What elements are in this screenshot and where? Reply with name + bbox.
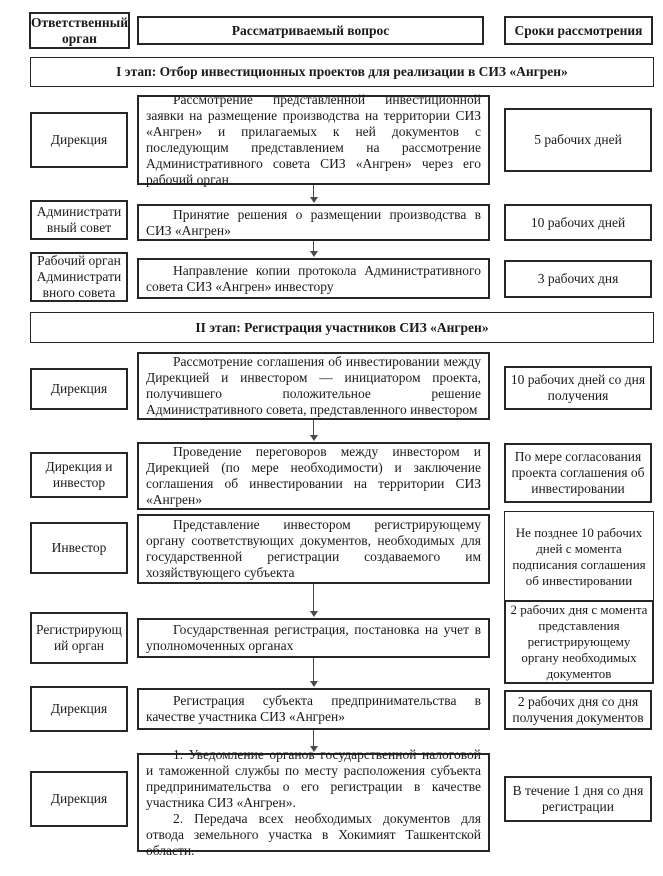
org-box-row3 xyxy=(30,252,128,302)
org-box-row9 xyxy=(30,771,128,827)
question-paragraph-2: 2. Передача всех необходимых документов для отвода земельного участка в Хокимият Ташкентской области. xyxy=(146,810,481,858)
question-text: Рассмотрение представленной инвестиционной заявки на размещение производства на территории СИЗ «Ангрен» и прилагаемых к ней документов с последующим представлением на рассмотрение Административного совета СИЗ «Ангрен» через его рабочий орган xyxy=(146,92,481,187)
org-label: Регистрирующий орган xyxy=(36,622,122,653)
stage-1-band: I этап: Отбор инвестиционных проектов для реализации в СИЗ «Ангрен» xyxy=(30,57,654,87)
question-paragraph-1: 1. Уведомление органов государственной налоговой и таможенной службы по месту расположения субъекта предпринимательства о его регистрации в качестве участника СИЗ «Ангрен». xyxy=(146,746,481,810)
term-box-row3 xyxy=(504,260,652,298)
question-text: Регистрация субъекта предпринимательства в качестве участника СИЗ «Ангрен» xyxy=(146,693,481,724)
term-box-row4 xyxy=(504,366,652,410)
org-box-row6 xyxy=(30,522,128,574)
term-box-row9 xyxy=(504,776,652,822)
question-text: Проведение переговоров между инвестором и Дирекцией (по мере необходимости) и заключение соглашения об инвестировании на территории СИЗ «Ангрен» xyxy=(146,444,481,507)
flow-arrow-down xyxy=(308,584,319,617)
question-text: Государственная регистрация, постановка на учет в уполномоченных органах xyxy=(146,622,481,653)
term-box-row6 xyxy=(504,511,654,602)
org-box-row8 xyxy=(30,686,128,732)
question-box-row2 xyxy=(137,204,490,241)
flow-arrow-down xyxy=(308,658,319,687)
term-label: 10 рабочих дней со дня получения xyxy=(510,372,646,403)
term-label: 5 рабочих дней xyxy=(534,132,622,147)
org-label: Дирекция xyxy=(50,791,108,806)
question-text: Направление копии протокола Административного совета СИЗ «Ангрен» инвестору xyxy=(146,262,481,294)
term-label: Не позднее 10 рабочих дней с момента подписания соглашения об инвестировании xyxy=(512,524,646,588)
org-label: Административный совет xyxy=(36,204,122,235)
stage-2-band: II этап: Регистрация участников СИЗ «Ангрен» xyxy=(30,312,654,343)
term-box-row5 xyxy=(504,443,652,503)
question-text xyxy=(146,747,481,859)
term-box-row2 xyxy=(504,204,652,241)
term-label: По мере согласования проекта соглашения об инвестировании xyxy=(511,449,645,496)
term-box-row8 xyxy=(504,690,652,730)
question-box-row5 xyxy=(137,442,490,510)
term-label: В течение 1 дня со дня регистрации xyxy=(512,783,644,814)
org-box-row1 xyxy=(30,112,128,168)
flow-arrow-down xyxy=(308,241,319,257)
term-label: 2 рабочих дня со дня получения документов xyxy=(512,694,644,725)
org-label: Инвестор xyxy=(51,540,107,555)
org-label: Дирекция xyxy=(50,701,108,716)
term-label: 3 рабочих дня xyxy=(537,271,619,286)
org-box-row7 xyxy=(30,612,128,664)
header-terms: Сроки рассмотрения xyxy=(504,16,653,45)
question-box-row4 xyxy=(137,352,490,420)
question-box-row6 xyxy=(137,514,490,584)
question-box-row7 xyxy=(137,618,490,658)
org-label: Дирекция xyxy=(50,132,108,147)
question-text: Принятие решения о размещении производства в СИЗ «Ангрен» xyxy=(146,206,481,238)
org-label: Дирекция и инвестор xyxy=(45,459,113,490)
term-box-row1 xyxy=(504,108,652,172)
term-label: 2 рабочих дня с момента представления регистрирующему органу необходимых документов xyxy=(510,602,648,681)
flow-arrow-down xyxy=(308,185,319,203)
org-label: Рабочий орган Административного совета xyxy=(36,253,122,300)
org-label: Дирекция xyxy=(50,381,108,396)
question-box-row1 xyxy=(137,92,490,187)
question-text: Рассмотрение соглашения об инвестировании между Дирекцией и инвестором — инициатором проекта, получившего положительное решение Административного совета, представленного инвестором xyxy=(146,354,481,417)
term-box-row7 xyxy=(504,600,654,684)
question-box-row8 xyxy=(137,688,490,730)
header-question: Рассматриваемый вопрос xyxy=(137,16,484,45)
question-text: Представление инвестором регистрирующему органу соответствующих документов, необходимых для государственной регистрации создаваемого им хозяйствующего субъекта xyxy=(146,517,481,580)
header-responsible-organ: Ответственный орган xyxy=(29,12,130,49)
flow-arrow-down xyxy=(308,420,319,441)
org-box-row2 xyxy=(30,200,128,240)
question-box-row3 xyxy=(137,258,490,299)
org-box-row4 xyxy=(30,368,128,410)
org-box-row5 xyxy=(30,452,128,498)
term-label: 10 рабочих дней xyxy=(530,214,626,230)
question-box-row9 xyxy=(137,746,490,858)
